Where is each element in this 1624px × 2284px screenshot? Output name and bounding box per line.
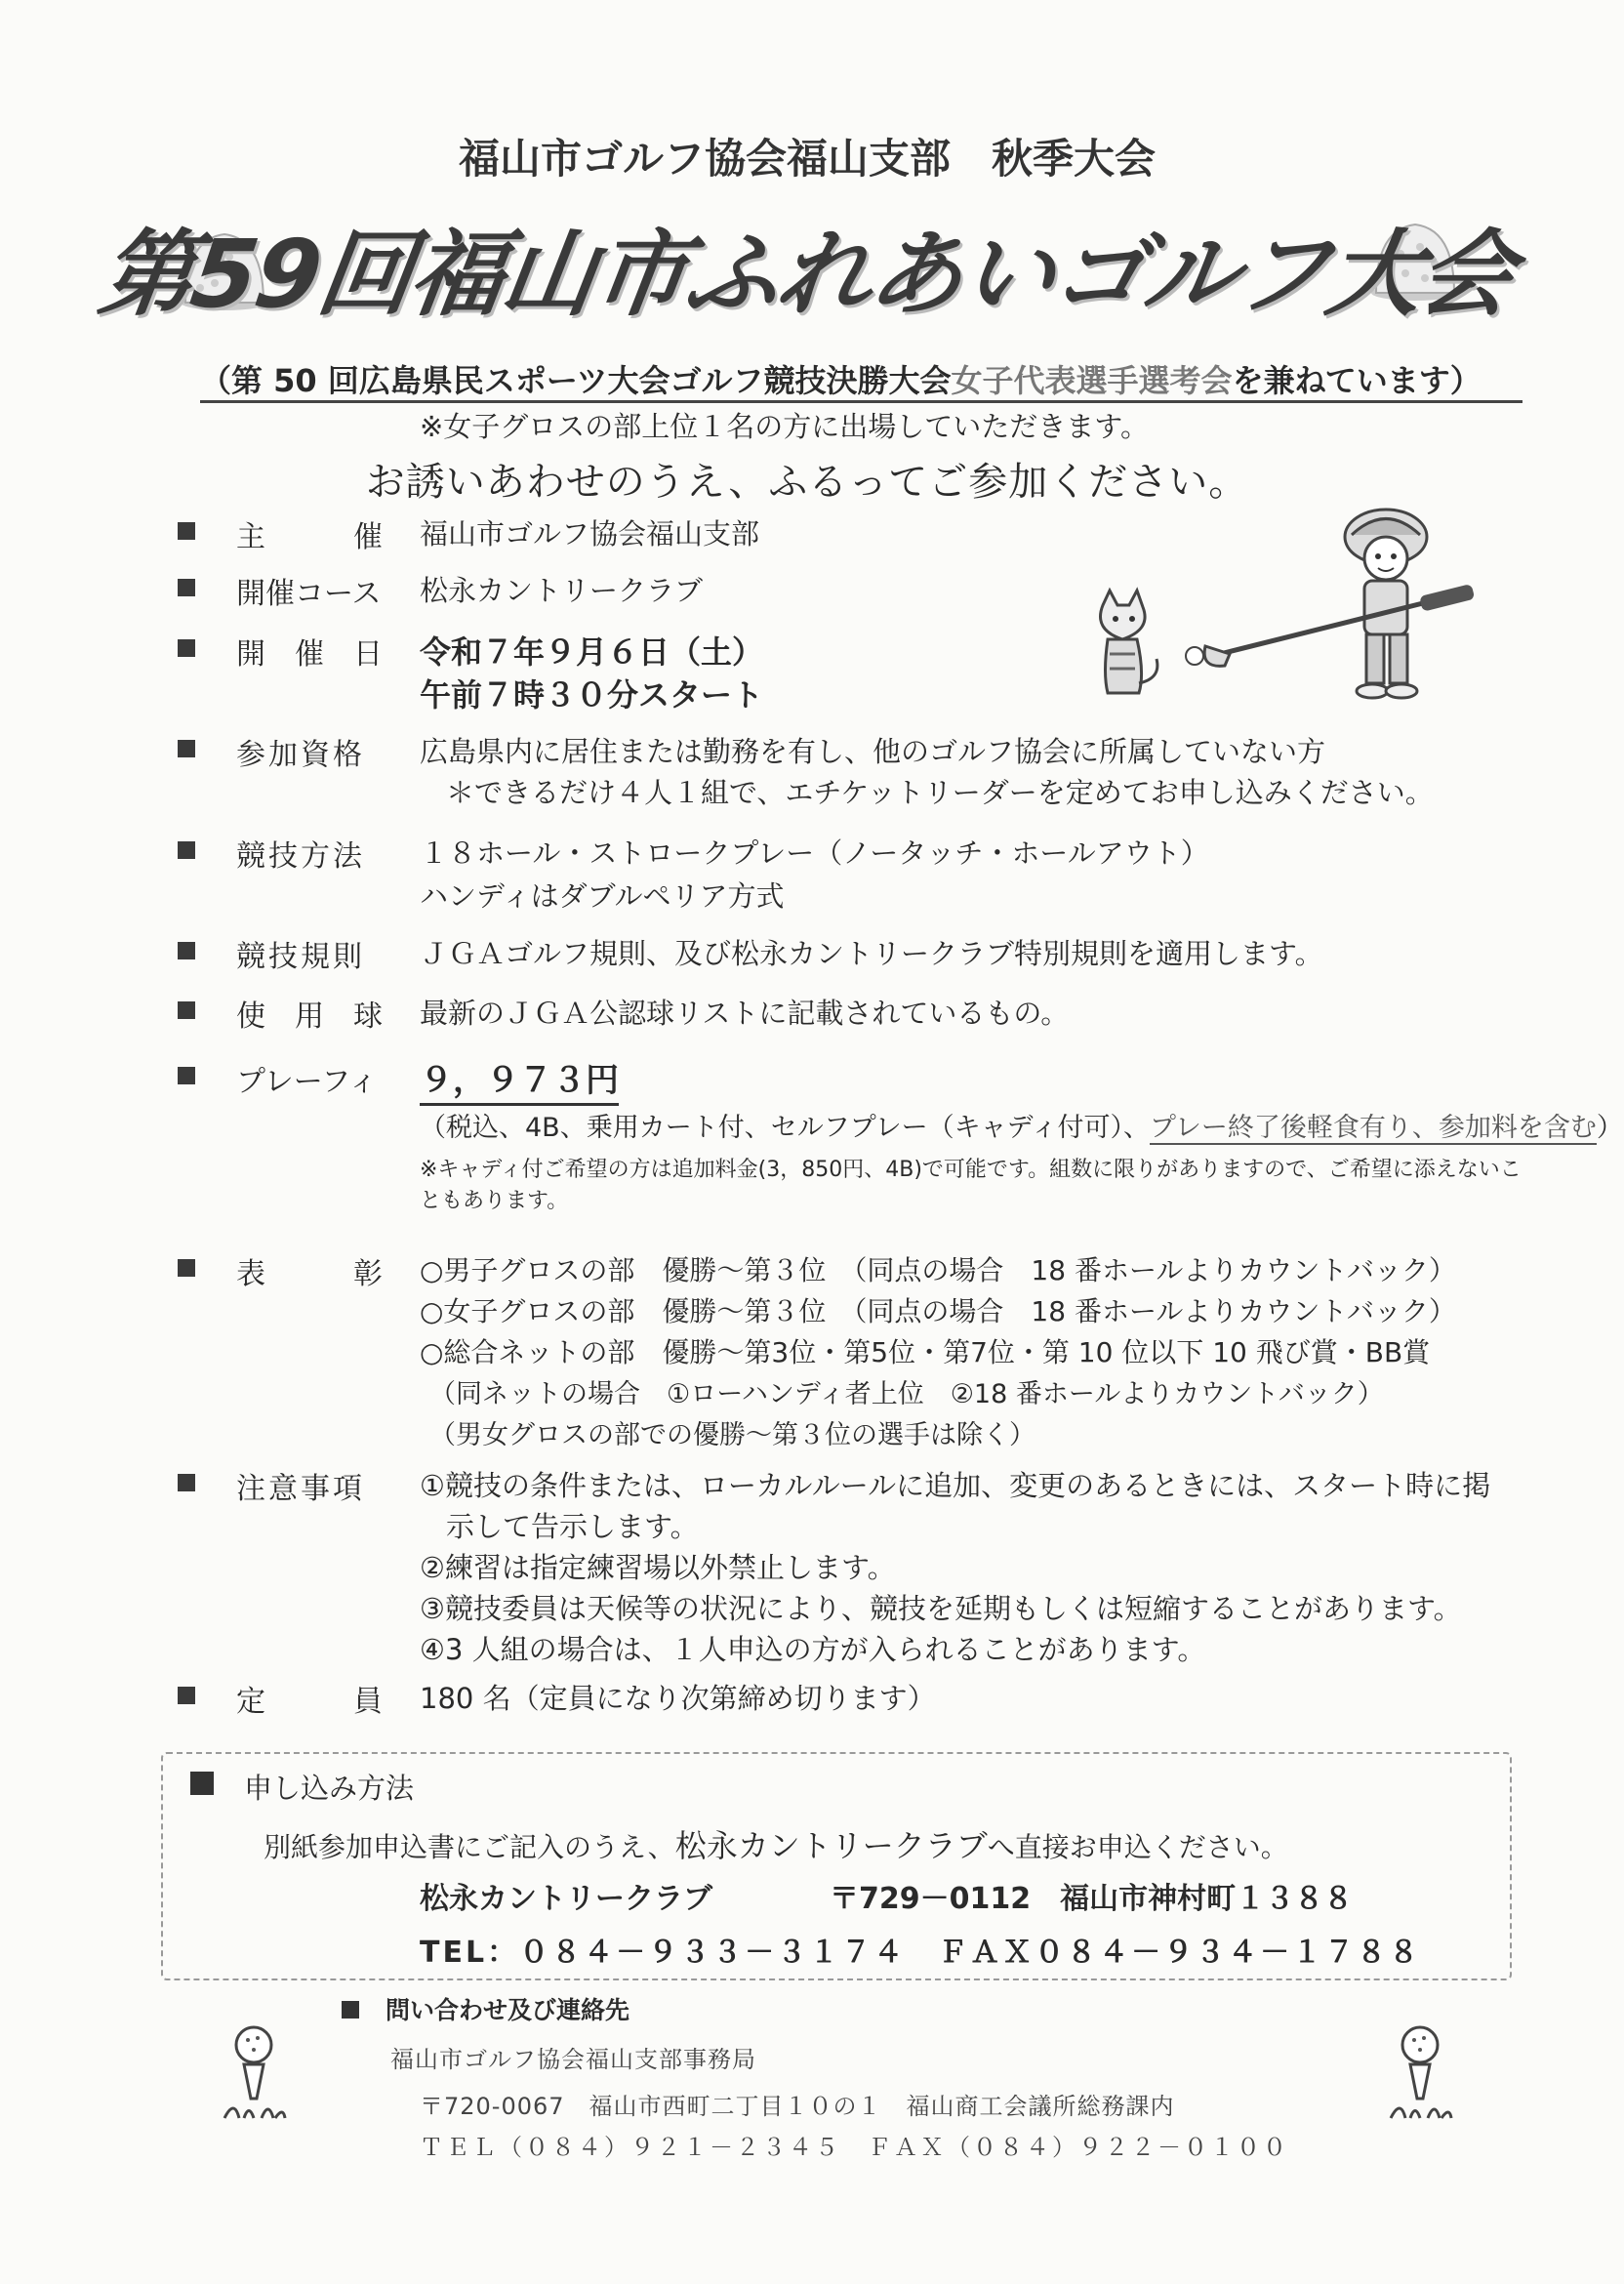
inquiry-office: 福山市ゴルフ協会福山支部事務局 bbox=[390, 2046, 756, 2073]
selection-note-prefix: （第 50 回広島県民スポーツ大会ゴルフ競技決勝大会 bbox=[200, 362, 952, 399]
detail-label: 主 催 bbox=[236, 520, 383, 554]
golf-club-icon bbox=[1200, 576, 1493, 673]
square-bullet-icon bbox=[178, 841, 195, 859]
square-bullet-icon bbox=[178, 1259, 195, 1277]
selection-note-suffix: を兼ねています） bbox=[1232, 362, 1482, 399]
inquiry-address: 〒720-0067 福山市西町二丁目１０の１ 福山商工会議所総務課内 bbox=[420, 2093, 1175, 2120]
detail-value: ＪＧＡゴルフ規則、及び松永カントリークラブ特別規則を適用します。 bbox=[420, 937, 1323, 970]
detail-value: ハンディはダブルペリア方式 bbox=[420, 879, 785, 913]
fee-amount: ９，９７３円 bbox=[420, 1053, 619, 1106]
application-instruction: 別紙参加申込書にご記入のうえ、松永カントリークラブへ直接お申込ください。 bbox=[264, 1827, 1288, 1864]
detail-label: 参加資格 bbox=[236, 738, 365, 772]
fee-inclusions: （税込、4B、乗用カート付、セルフプレー（キャディ付可）、プレー終了後軽食有り、参加料を含む） bbox=[420, 1113, 1623, 1143]
detail-value: 広島県内に居住または勤務を有し、他のゴルフ協会に所属していない方 bbox=[420, 735, 1326, 768]
square-bullet-icon bbox=[178, 1067, 195, 1084]
square-bullet-icon bbox=[178, 942, 195, 959]
detail-label: 使 用 球 bbox=[236, 999, 383, 1034]
selection-note bbox=[200, 356, 1482, 401]
square-bullet-icon bbox=[178, 522, 195, 540]
note-line: ①競技の条件または、ローカルルールに追加、変更のあるときには、スタート時に掲 bbox=[420, 1469, 1491, 1502]
award-line: ○女子グロスの部 優勝～第３位 （同点の場合 18 番ホールよりカウントバック） bbox=[420, 1295, 1456, 1327]
inquiry-heading: 問い合わせ及び連絡先 bbox=[386, 1996, 630, 2024]
detail-label: 開 催 日 bbox=[236, 637, 383, 672]
note-line: ④3 人組の場合は、１人申込の方が入られることがあります。 bbox=[420, 1633, 1206, 1666]
application-heading: 申し込み方法 bbox=[244, 1772, 415, 1805]
detail-label: 注意事項 bbox=[236, 1472, 365, 1506]
selection-note-underline bbox=[200, 400, 1522, 403]
detail-label: 競技規則 bbox=[236, 940, 365, 974]
detail-value: 最新のＪＧＡ公認球リストに記載されているもの。 bbox=[420, 997, 1070, 1030]
square-bullet-icon bbox=[178, 1474, 195, 1491]
club-address: 〒729－0112 福山市神村町１３８８ bbox=[830, 1882, 1354, 1916]
golf-tee-left-icon bbox=[215, 2020, 293, 2128]
detail-label: 開催コース bbox=[236, 577, 382, 611]
detail-value: 180 名（定員になり次第締め切ります） bbox=[420, 1682, 936, 1715]
event-title: 第59回福山市ふれあいゴルフ大会 bbox=[93, 220, 1520, 329]
club-name: 松永カントリークラブ bbox=[420, 1882, 712, 1916]
detail-label: プレーフィ bbox=[236, 1065, 378, 1099]
square-bullet-icon bbox=[342, 2001, 359, 2019]
detail-value: １８ホール・ストロークプレー（ノータッチ・ホールアウト） bbox=[420, 836, 1209, 870]
invitation-text: お誘いあわせのうえ、ふるってご参加ください。 bbox=[365, 460, 1249, 505]
cat-illustration bbox=[1078, 586, 1166, 708]
award-line: （同ネットの場合 ①ローハンディ者上位 ②18 番ホールよりカウントバック） bbox=[429, 1379, 1384, 1409]
detail-value: 福山市ゴルフ協会福山支部 bbox=[420, 517, 760, 551]
detail-value-note: ＊できるだけ４人１組で、エチケットリーダーを定めてお申し込みください。 bbox=[446, 776, 1434, 809]
club-phone: TEL：０８４－９３３－３１７４ ＦＡＸ０８４－９３４－１７８８ bbox=[420, 1936, 1422, 1970]
detail-label: 表 彰 bbox=[236, 1257, 383, 1291]
square-bullet-icon bbox=[178, 579, 195, 596]
square-bullet-icon bbox=[178, 1001, 195, 1019]
square-bullet-icon bbox=[178, 639, 195, 657]
square-bullet-icon bbox=[190, 1772, 214, 1795]
note-line: ③競技委員は天候等の状況により、競技を延期もしくは短縮することがあります。 bbox=[420, 1592, 1462, 1625]
qualification-note: ※女子グロスの部上位１名の方に出場していただきます。 bbox=[420, 410, 1149, 443]
detail-value: 松永カントリークラブ bbox=[420, 574, 704, 607]
square-bullet-icon bbox=[178, 740, 195, 757]
selection-note-highlight: 女子代表選手選考会 bbox=[951, 362, 1233, 399]
start-time-value: 午前７時３０分スタート bbox=[420, 676, 764, 714]
date-value: 令和７年９月６日（土） bbox=[420, 633, 764, 671]
golf-tee-right-icon bbox=[1381, 2020, 1459, 2128]
caddie-note: ※キャディ付ご希望の方は追加料金(3，850円、4B)で可能です。組数に限りがありますので、ご希望に添えないこ bbox=[420, 1158, 1522, 1182]
square-bullet-icon bbox=[178, 1687, 195, 1704]
detail-label: 競技方法 bbox=[236, 839, 365, 874]
organizer-line: 福山市ゴルフ協会福山支部 秋季大会 bbox=[458, 135, 1156, 183]
note-line: 示して告示します。 bbox=[446, 1510, 699, 1543]
caddie-note-cont: ともあります。 bbox=[420, 1189, 569, 1213]
detail-label: 定 員 bbox=[236, 1685, 383, 1719]
note-line: ②練習は指定練習場以外禁止します。 bbox=[420, 1551, 896, 1584]
award-line: ○男子グロスの部 優勝～第３位 （同点の場合 18 番ホールよりカウントバック） bbox=[420, 1254, 1456, 1286]
inquiry-phone: ＴＥＬ（０８４）９２１－２３４５ ＦＡＸ（０８４）９２２－０１００ bbox=[420, 2134, 1289, 2161]
award-line: （男女グロスの部での優勝～第３位の選手は除く） bbox=[429, 1420, 1035, 1450]
award-line: ○総合ネットの部 優勝～第3位・第5位・第7位・第 10 位以下 10 飛び賞・BB賞 bbox=[420, 1336, 1431, 1368]
